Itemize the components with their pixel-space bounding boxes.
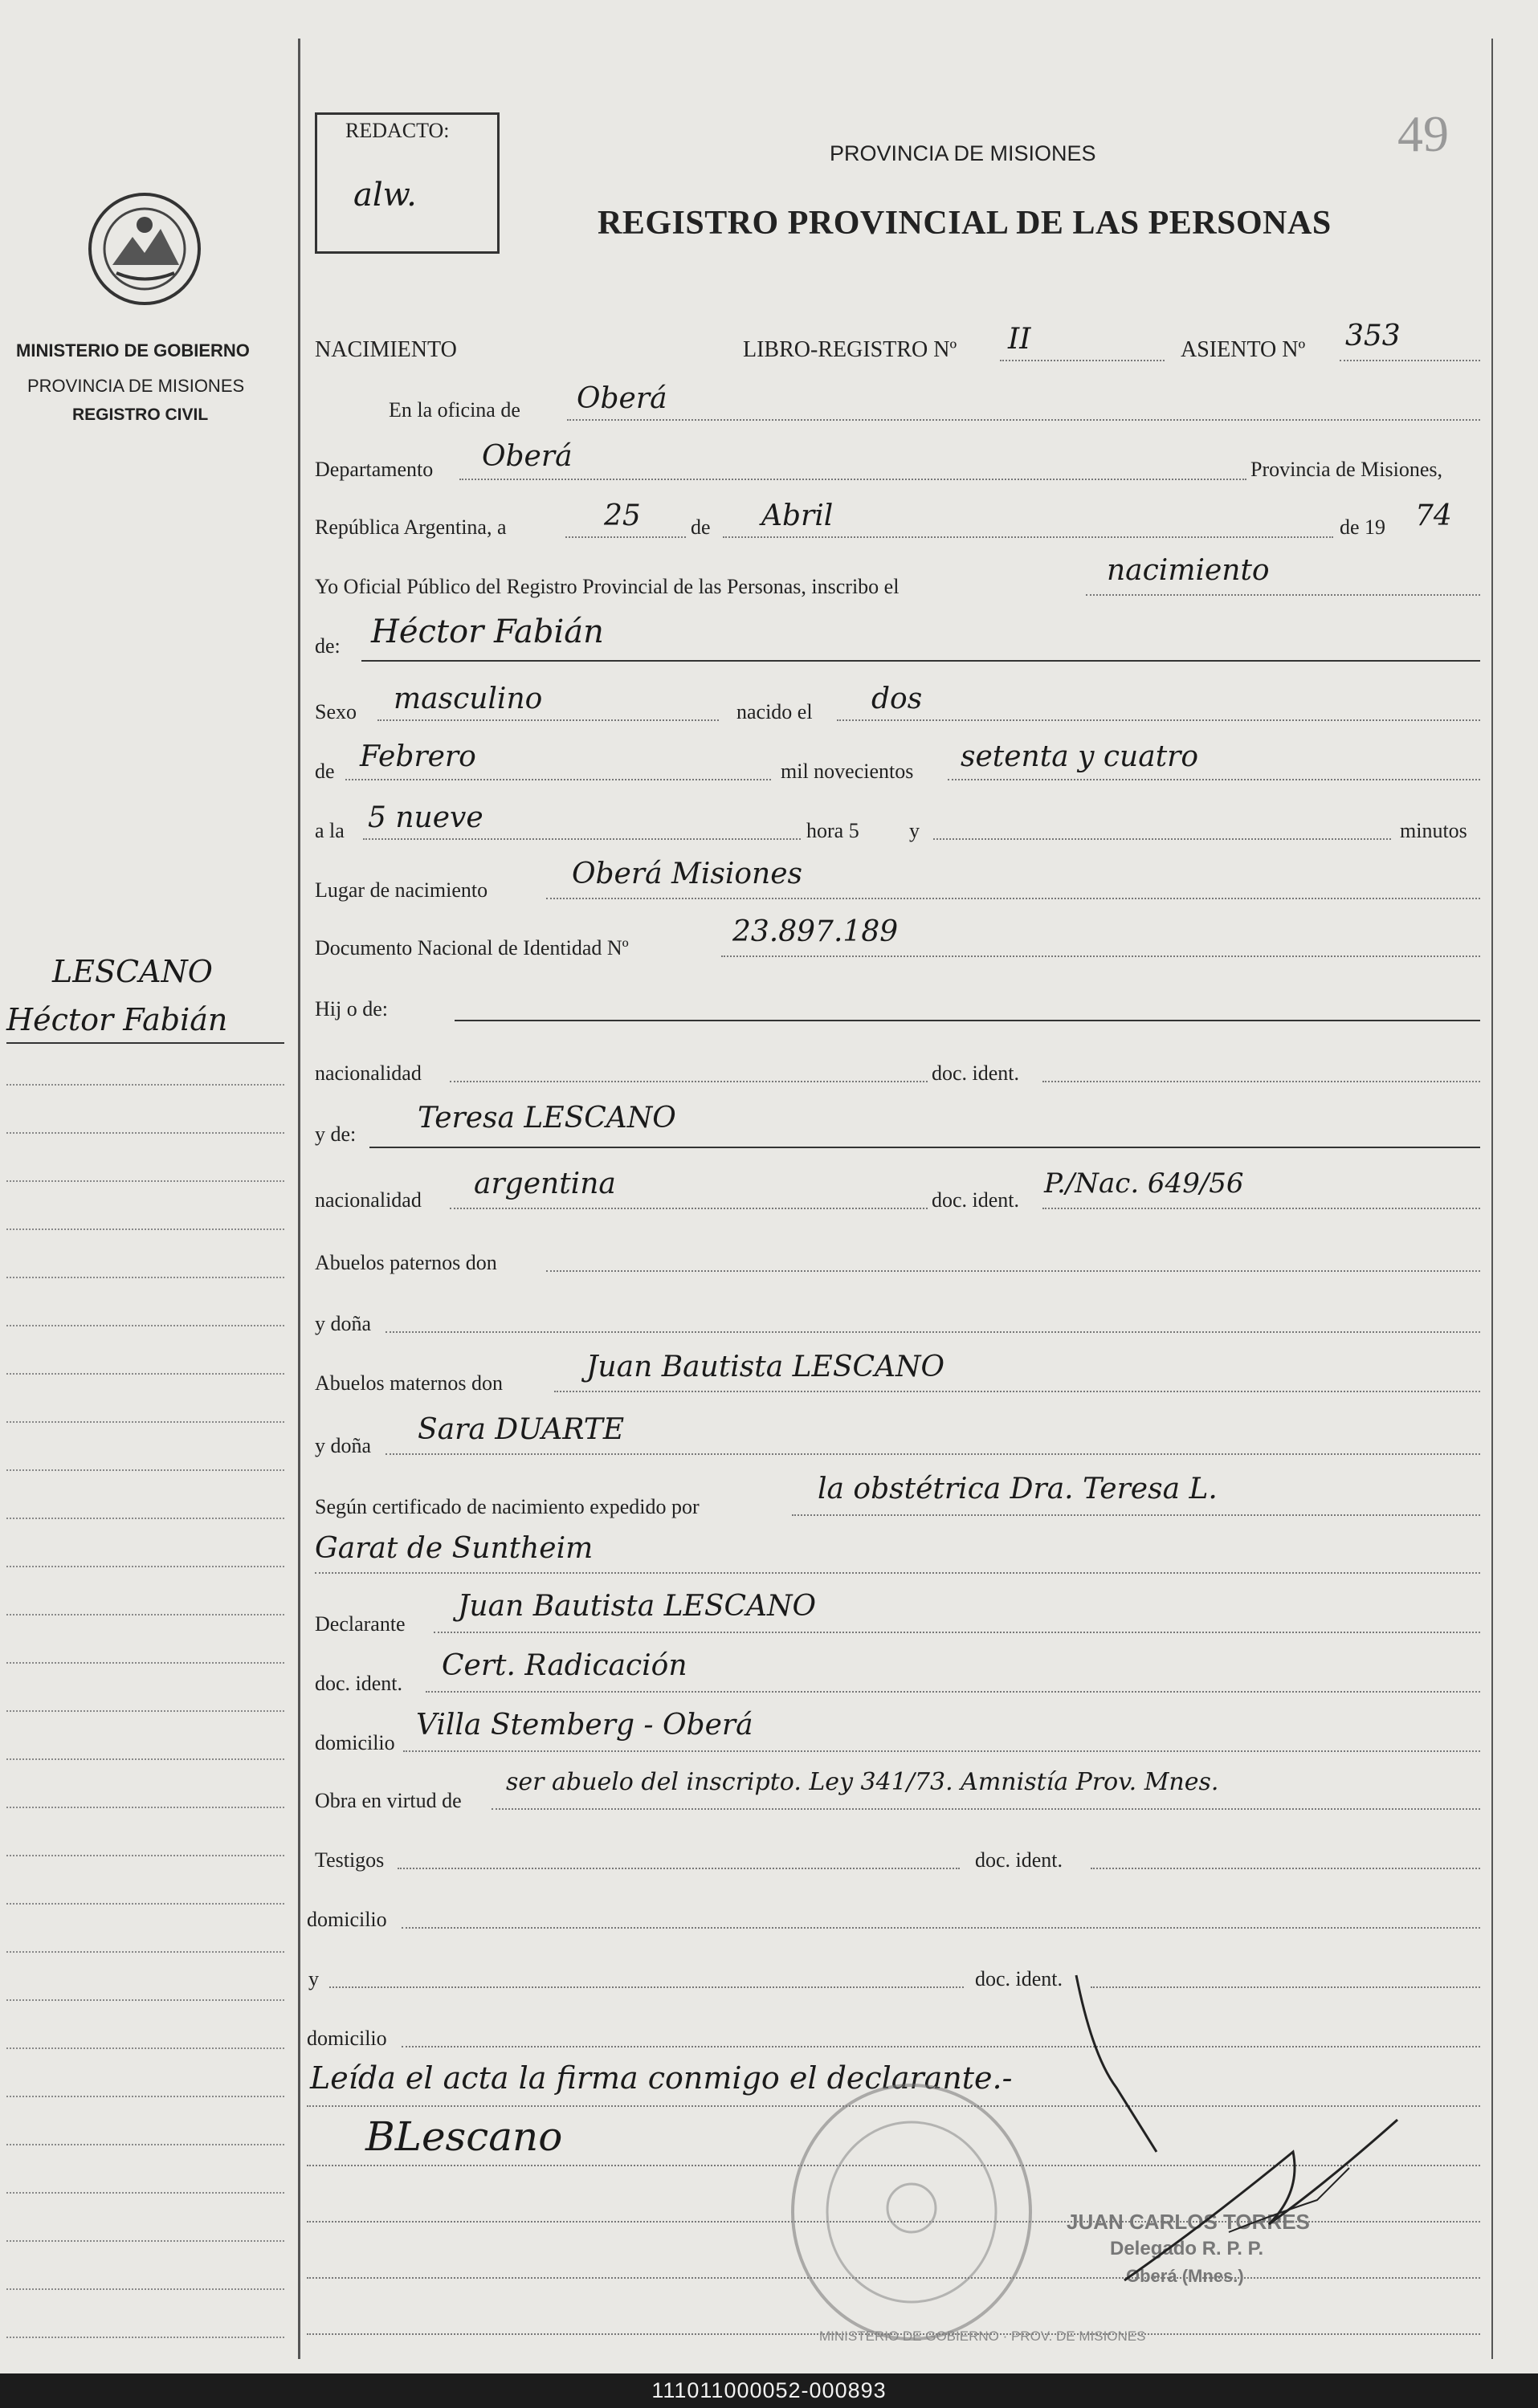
minutos-label: minutos bbox=[1400, 819, 1467, 842]
margin-line bbox=[6, 1084, 284, 1086]
segun-line bbox=[792, 1514, 1480, 1516]
margin-line bbox=[6, 1132, 284, 1134]
ministry-line3: REGISTRO CIVIL bbox=[72, 405, 209, 424]
declarante-value: Juan Bautista LESCANO bbox=[458, 1590, 817, 1623]
domicilio1-label: domicilio bbox=[315, 1731, 395, 1754]
oficina-line bbox=[567, 419, 1480, 421]
anio-label: de 19 bbox=[1340, 515, 1386, 539]
departamento-label: Departamento bbox=[315, 458, 434, 481]
abuelos-maternos-value: Juan Bautista LESCANO bbox=[586, 1351, 945, 1383]
docident4-line bbox=[1091, 1868, 1480, 1869]
nacido-anio-value: setenta y cuatro bbox=[961, 740, 1199, 773]
mil-label: mil novecientos bbox=[781, 760, 914, 783]
margin-line bbox=[6, 1662, 284, 1664]
docident1-label: doc. ident. bbox=[932, 1061, 1020, 1085]
asiento-line bbox=[1340, 360, 1480, 361]
margin-line bbox=[6, 1903, 284, 1905]
segun-value-2: Garat de Suntheim bbox=[315, 1532, 594, 1565]
de2-label: de bbox=[315, 760, 335, 783]
domicilio3-label: domicilio bbox=[307, 2027, 387, 2050]
lugar-label: Lugar de nacimiento bbox=[315, 878, 488, 902]
margin-line bbox=[6, 1999, 284, 2001]
nombre-line bbox=[361, 660, 1480, 662]
margin-line bbox=[6, 1758, 284, 1760]
docident3-label: doc. ident. bbox=[315, 1672, 403, 1695]
margin-line bbox=[6, 1855, 284, 1856]
margin-line bbox=[6, 1277, 284, 1278]
hijo-label: Hij o de: bbox=[315, 997, 388, 1021]
margin-line bbox=[6, 1807, 284, 1808]
horas-label: hora 5 bbox=[806, 819, 859, 842]
anio-value: 74 bbox=[1415, 499, 1452, 532]
margin-divider bbox=[298, 39, 300, 2359]
nacido-dia-line bbox=[837, 719, 1480, 721]
docident1-line bbox=[1042, 1081, 1480, 1082]
margin-line bbox=[6, 1325, 284, 1326]
margin-line bbox=[6, 2240, 284, 2242]
ydona2-value: Sara DUARTE bbox=[418, 1413, 625, 1446]
ydona1-line bbox=[386, 1331, 1480, 1333]
registry-title: REGISTRO PROVINCIAL DE LAS PERSONAS bbox=[598, 205, 1332, 242]
nacionalidad1-line bbox=[450, 1081, 928, 1082]
docident2-label: doc. ident. bbox=[932, 1188, 1020, 1212]
docident4-label: doc. ident. bbox=[975, 1848, 1063, 1872]
minutos-line bbox=[933, 838, 1391, 840]
republica-label: República Argentina, a bbox=[315, 515, 507, 539]
margin-line bbox=[6, 1421, 284, 1423]
nacionalidad2-value: argentina bbox=[474, 1167, 616, 1200]
libro-value: II bbox=[1008, 323, 1031, 356]
hora-value: 5 nueve bbox=[368, 801, 483, 834]
nacido-anio-line bbox=[948, 779, 1480, 780]
margin-line bbox=[6, 2047, 284, 2049]
madre-line bbox=[369, 1147, 1480, 1148]
ydona1-label: y doña bbox=[315, 1312, 372, 1335]
obra-label: Obra en virtud de bbox=[315, 1789, 462, 1812]
segun-label: Según certificado de nacimiento expedido por bbox=[315, 1495, 700, 1518]
nacionalidad1-label: nacionalidad bbox=[315, 1061, 422, 1085]
segun-line-2 bbox=[315, 1572, 1480, 1574]
domicilio1-line bbox=[403, 1750, 1480, 1752]
departamento-line bbox=[459, 479, 1246, 480]
margin-given-names: Héctor Fabián bbox=[6, 1002, 228, 1037]
de-nombre-label: de: bbox=[315, 634, 341, 658]
margin-underline bbox=[6, 1042, 284, 1044]
leida-text: Leída el acta la firma conmigo el declarante.- bbox=[310, 2060, 1013, 2096]
y-label: y bbox=[909, 819, 920, 842]
margin-line bbox=[6, 1180, 284, 1182]
testigos-line bbox=[398, 1868, 960, 1869]
margin-line bbox=[6, 2337, 284, 2338]
nombre-value: Héctor Fabián bbox=[371, 613, 604, 650]
domicilio2-label: domicilio bbox=[307, 1908, 387, 1931]
madre-value: Teresa LESCANO bbox=[418, 1102, 676, 1135]
dia-line bbox=[565, 536, 686, 538]
province-header: PROVINCIA DE MISIONES bbox=[830, 141, 1096, 165]
margin-surname: LESCANO bbox=[52, 954, 213, 989]
margin-line bbox=[6, 2144, 284, 2145]
obra-value: ser abuelo del inscripto. Ley 341/73. Amnistía Prov. Mnes. bbox=[506, 1768, 1219, 1796]
margin-line bbox=[6, 1373, 284, 1375]
margin-line bbox=[6, 1469, 284, 1471]
oficina-value: Oberá bbox=[577, 382, 667, 415]
asiento-label: ASIENTO Nº bbox=[1181, 337, 1306, 362]
record-type: NACIMIENTO bbox=[315, 337, 457, 362]
y2-line bbox=[329, 1986, 964, 1988]
sexo-value: masculino bbox=[394, 682, 543, 715]
ala-label: a la bbox=[315, 819, 345, 842]
docident3-value: Cert. Radicación bbox=[442, 1649, 687, 1682]
dni-label: Documento Nacional de Identidad Nº bbox=[315, 936, 629, 960]
inscribo-line bbox=[1086, 594, 1480, 596]
abuelos-maternos-label: Abuelos maternos don bbox=[315, 1371, 503, 1395]
mes-value: Abril bbox=[761, 499, 834, 532]
segun-value-1: la obstétrica Dra. Teresa L. bbox=[818, 1473, 1218, 1506]
page-number: 49 bbox=[1397, 105, 1449, 162]
margin-line bbox=[6, 1951, 284, 1953]
official-seal-icon bbox=[787, 2080, 1036, 2345]
abuelos-maternos-line bbox=[554, 1391, 1480, 1392]
dni-value: 23.897.189 bbox=[732, 915, 899, 948]
sexo-label: Sexo bbox=[315, 700, 357, 723]
mes-line bbox=[723, 536, 1333, 538]
stamp-name: JUAN CARLOS TORRES bbox=[1067, 2210, 1310, 2234]
margin-line bbox=[6, 2192, 284, 2194]
docident2-value: P./Nac. 649/56 bbox=[1044, 1167, 1244, 1200]
provincia-text: Provincia de Misiones, bbox=[1250, 458, 1443, 481]
margin-line bbox=[6, 2096, 284, 2097]
nacido-mes-value: Febrero bbox=[360, 740, 476, 773]
obra-line bbox=[492, 1808, 1480, 1810]
inscribo-value: nacimiento bbox=[1107, 554, 1270, 587]
lugar-value: Oberá Misiones bbox=[572, 858, 802, 890]
right-border bbox=[1491, 39, 1493, 2359]
declarante-label: Declarante bbox=[315, 1612, 406, 1636]
domicilio1-value: Villa Stemberg - Oberá bbox=[416, 1709, 753, 1742]
padre-line bbox=[455, 1020, 1480, 1021]
docident2-line bbox=[1042, 1208, 1480, 1209]
testigos-label: Testigos bbox=[315, 1848, 385, 1872]
margin-line bbox=[6, 1518, 284, 1519]
nacido-label: nacido el bbox=[736, 700, 813, 723]
redacto-label: REDACTO: bbox=[345, 119, 450, 142]
stamp-place: Oberá (Mnes.) bbox=[1126, 2266, 1244, 2286]
docident5-label: doc. ident. bbox=[975, 1967, 1063, 1990]
y2-label: y bbox=[308, 1967, 319, 1990]
ministry-line2: PROVINCIA DE MISIONES bbox=[27, 376, 245, 396]
docident3-line bbox=[426, 1691, 1480, 1693]
de-label: de bbox=[691, 515, 711, 539]
seal-icon bbox=[84, 189, 205, 309]
margin-line bbox=[6, 1566, 284, 1567]
margin-line bbox=[6, 1228, 284, 1230]
nacionalidad2-label: nacionalidad bbox=[315, 1188, 422, 1212]
dni-line bbox=[721, 955, 1480, 957]
asiento-value: 353 bbox=[1345, 320, 1401, 352]
stamp-role: Delegado R. P. P. bbox=[1110, 2238, 1264, 2259]
libro-label: LIBRO-REGISTRO Nº bbox=[743, 337, 957, 362]
ydona2-line bbox=[386, 1453, 1480, 1455]
abuelos-paternos-line bbox=[546, 1270, 1480, 1272]
nacido-dia-value: dos bbox=[871, 682, 923, 715]
seal-text: MINISTERIO DE GOBIERNO · PROV. DE MISIONES bbox=[819, 2329, 1146, 2344]
departamento-value: Oberá bbox=[482, 440, 573, 473]
footer-code: 111011000052-000893 bbox=[0, 2373, 1538, 2408]
hora-line bbox=[363, 838, 801, 840]
ydona2-label: y doña bbox=[315, 1434, 372, 1457]
margin-line bbox=[6, 2288, 284, 2290]
sexo-line bbox=[377, 719, 719, 721]
margin-line bbox=[6, 1614, 284, 1616]
libro-line bbox=[1000, 360, 1165, 361]
domicilio2-line bbox=[402, 1927, 1480, 1929]
nacionalidad2-line bbox=[450, 1208, 928, 1209]
abuelos-paternos-label: Abuelos paternos don bbox=[315, 1251, 497, 1274]
yde-label: y de: bbox=[315, 1123, 357, 1146]
lugar-line bbox=[546, 898, 1480, 899]
redacto-value: alw. bbox=[353, 177, 417, 214]
declarante-line bbox=[434, 1632, 1480, 1633]
oficina-label: En la oficina de bbox=[389, 398, 520, 422]
dia-value: 25 bbox=[604, 499, 641, 532]
declarant-signature: BLescano bbox=[365, 2113, 563, 2160]
margin-line bbox=[6, 1710, 284, 1712]
official-signature bbox=[1028, 1959, 1414, 2312]
oficial-text: Yo Oficial Público del Registro Provincial de las Personas, inscribo el bbox=[315, 575, 900, 598]
ministry-line1: MINISTERIO DE GOBIERNO bbox=[16, 340, 250, 361]
nacido-mes-line bbox=[345, 779, 771, 780]
